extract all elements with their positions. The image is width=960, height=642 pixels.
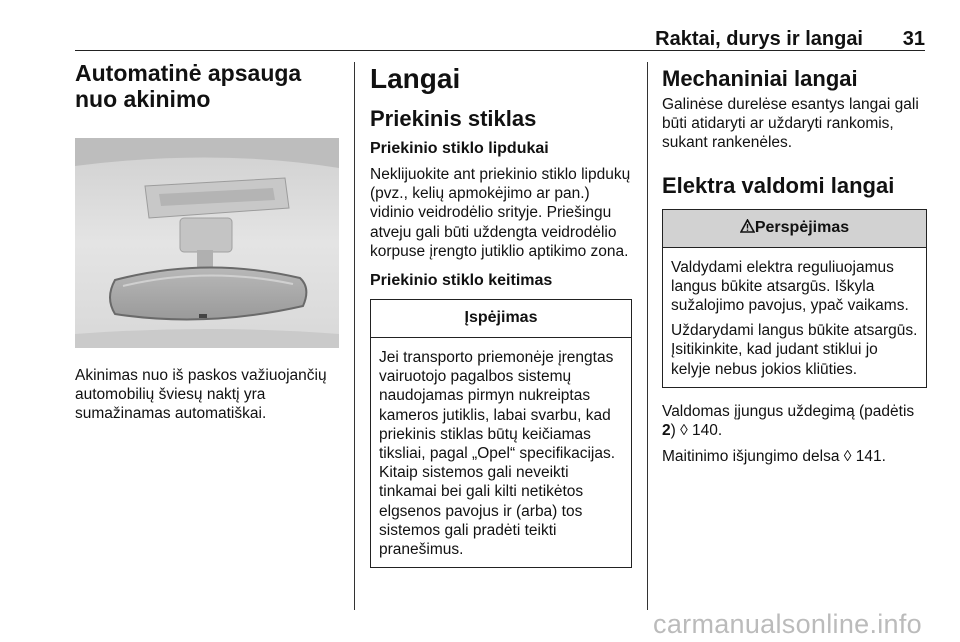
warning-header xyxy=(663,210,926,248)
ignition-text: Valdomas įjungus uždegimą (padėtis 2) ◊ 140. xyxy=(662,402,915,440)
watermark: carmanualsonline.info xyxy=(653,609,922,639)
section-heading: Mechaniniai langai xyxy=(662,66,858,91)
column-divider xyxy=(354,62,355,610)
section-heading: Automatinė apsauga nuo akinimo xyxy=(75,60,302,112)
section-title: Priekinio stiklo keitimas xyxy=(370,272,553,290)
page-number: 31 xyxy=(902,28,925,50)
section-title: Priekinio stiklo lipdukai xyxy=(370,140,549,157)
column-windows xyxy=(370,60,632,568)
column-divider xyxy=(647,62,648,610)
rearview-mirror-photo xyxy=(75,138,339,348)
warning-triangle-icon xyxy=(740,219,755,233)
mechanical-windows-text: Galinėse durelėse esantys langai gali būti atidaryti ar uždaryti rankomis, sukant rankenėles. xyxy=(662,96,919,152)
notice-text: Jei transporto priemonėje įrengtas vairuotojo pagalbos sistemų naudojamas pirmyn nukreiptas kameros jutiklis, labai svarbu, kad priekinis stiklas būtų keičiamas tiksliai, pagal „Opel“ specifikacijas. Kitaip sistemos gali neveikti tinkamai bei gali kilti netikėtos elgsenos pavojus ir (arba) tos sistemos gali pradėti teikti pranešimus. xyxy=(379,349,616,559)
warning-box xyxy=(662,209,927,388)
notice-title: Įspėjimas xyxy=(371,300,631,338)
section-heading: Elektra valdomi langai xyxy=(662,172,895,198)
page-header-title: Raktai, durys ir langai xyxy=(655,28,863,50)
column-manual-power-windows xyxy=(662,60,927,466)
notice-box xyxy=(370,299,632,568)
chapter-heading: Langai xyxy=(370,63,461,94)
column-anti-glare xyxy=(75,60,343,424)
warning-title: Perspėjimas xyxy=(754,218,850,236)
power-off-delay-text: Maitinimo išjungimo delsa ◊ 141. xyxy=(662,448,886,466)
sticker-text: Neklijuokite ant priekinio stiklo lipdukų (pvz., kelių apmokėjimo ar pan.) vidinio veidrodėlio srityje. Priešingu atveju gali būti uždengta veidrodėlio korpuse įrengto jutiklio aptikimo zona. xyxy=(370,166,631,260)
rearview-mirror-illustration xyxy=(75,138,339,348)
warning-text-2: Uždarydami langus būkite atsargūs. Įsitikinkite, kad judant stiklui jo kelyje nebus jokios kliūties. xyxy=(671,322,918,378)
subheading: Priekinis stiklas xyxy=(370,106,537,131)
mirror-caption: Akinimas nuo iš paskos važiuojančių automobilių šviesų naktį yra sumažinamas automatiškai. xyxy=(75,367,327,423)
page-header xyxy=(75,28,925,51)
warning-text-1: Valdydami elektra reguliuojamus langus būkite atsargūs. Iškyla sužalojimo pavojus, ypač vaikams. xyxy=(671,258,909,315)
